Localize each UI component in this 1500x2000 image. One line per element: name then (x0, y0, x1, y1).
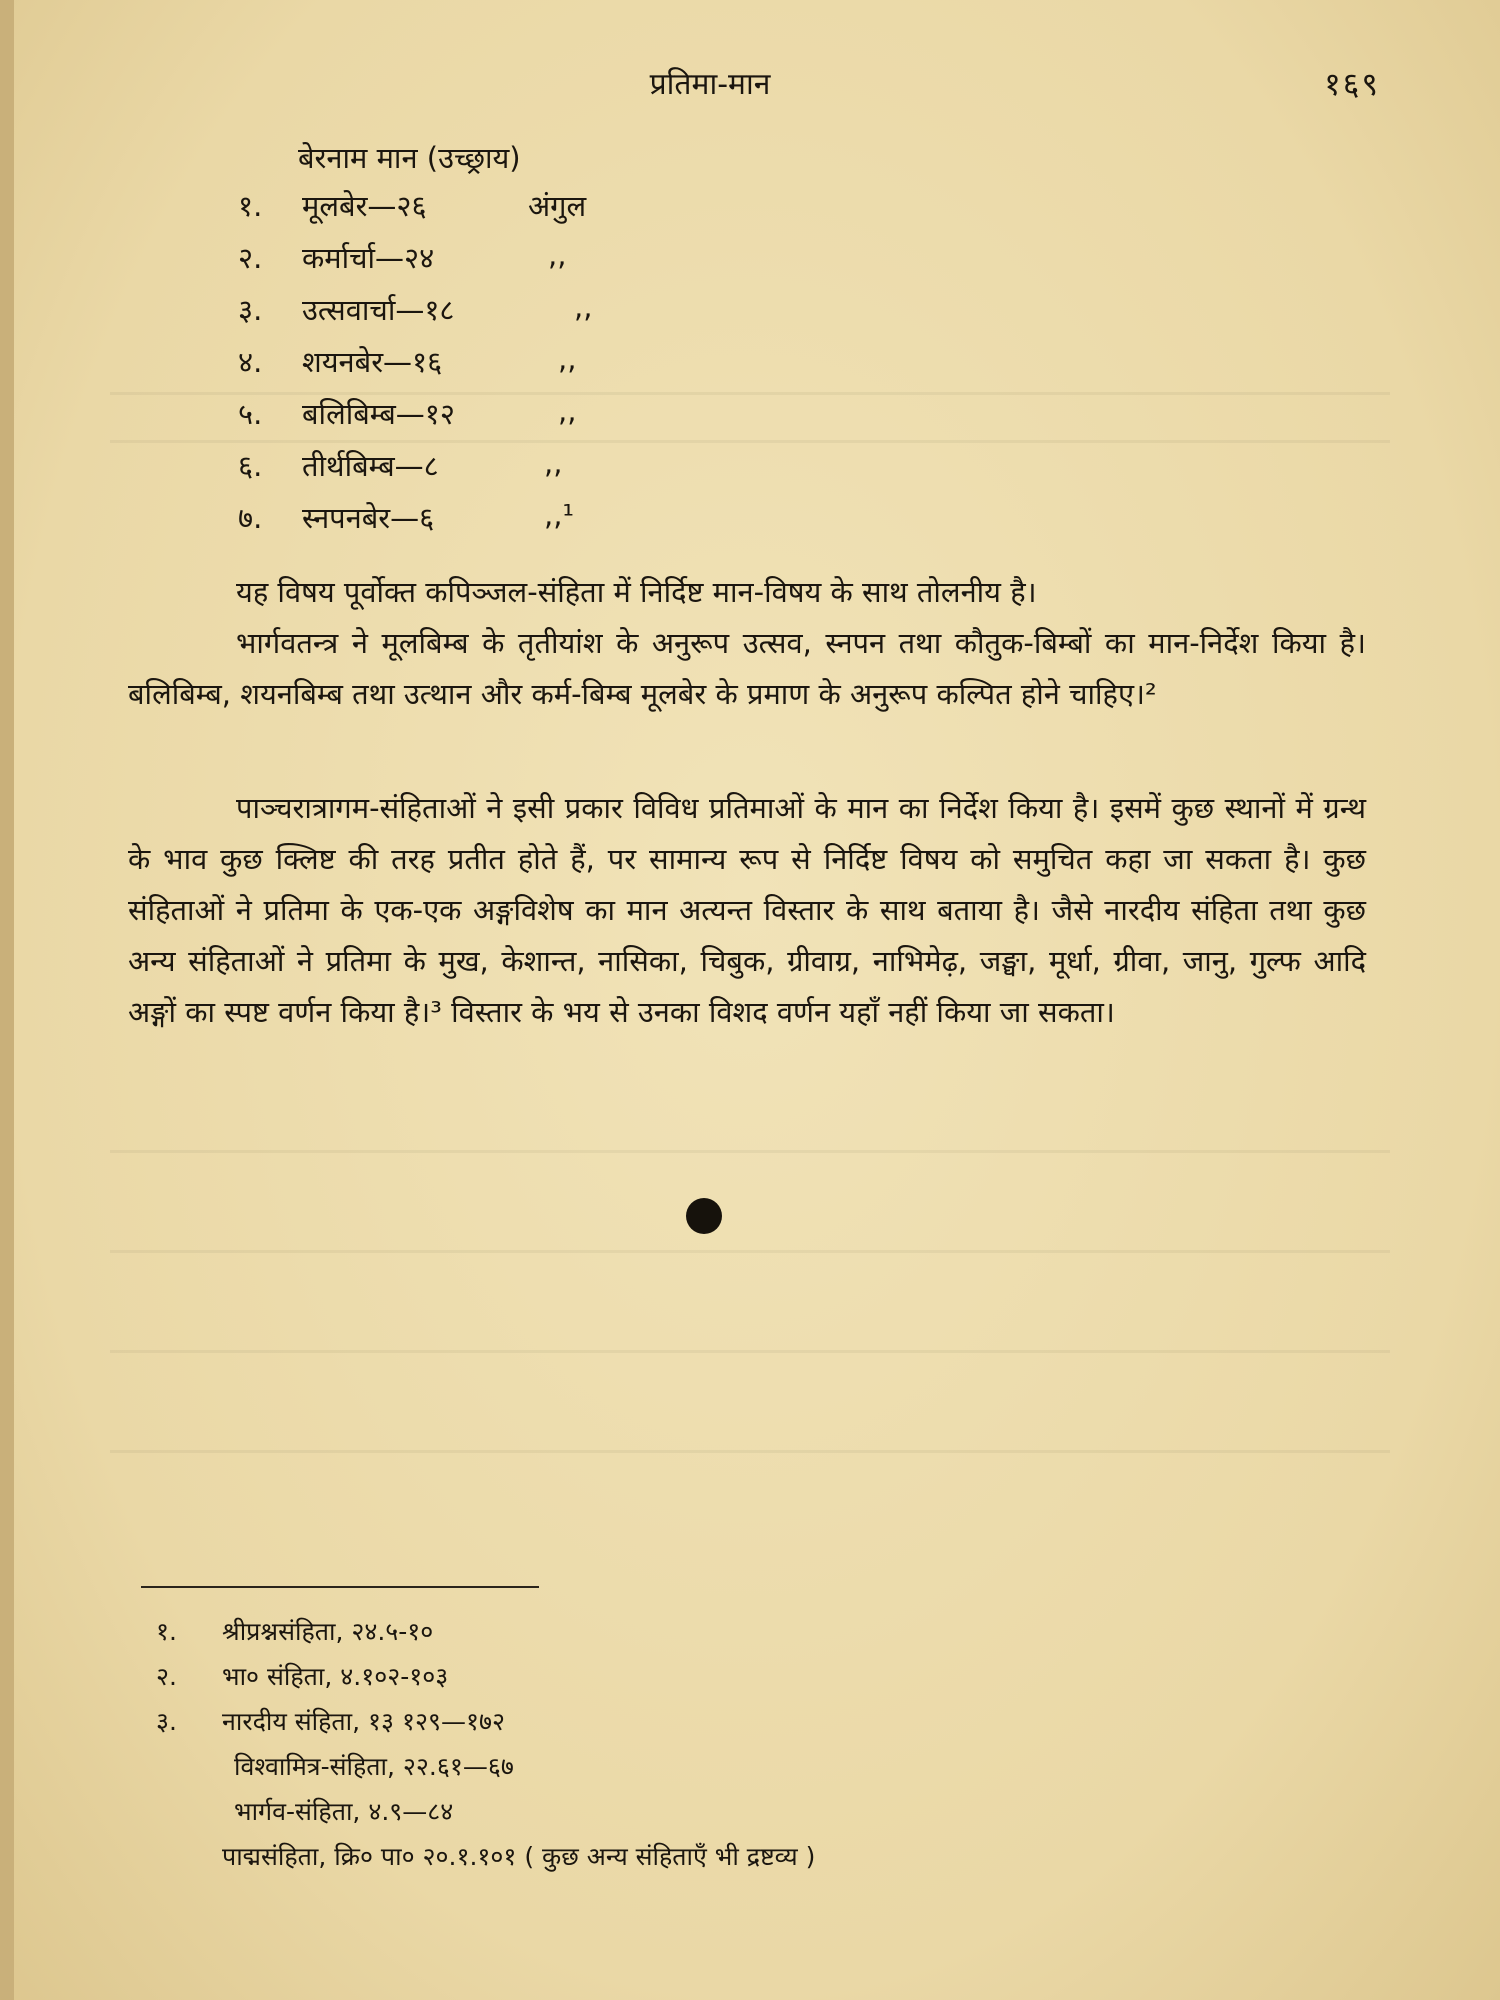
paragraph-text: पाञ्चरात्रागम-संहिताओं ने इसी प्रकार विविध प्रतिमाओं के मान का निर्देश किया है। इसमें कुछ स्थानों में ग्रन्थ के भाव कुछ क्लिष्ट की तरह प्रतीत होते हैं, पर सामान्य रूप से निर्दिष्ट विषय को समुचित कहा जा सकता है। कुछ संहिताओं ने प्रतिमा के एक-एक अङ्गविशेष का मान अत्यन्त विस्तार के साथ बताया है। जैसे नारदीय संहिता तथा कुछ अन्य संहिताओं ने प्रतिमा के मुख, केशान्त, नासिका, चिबुक, ग्रीवाग्र, नाभिमेढ़, जङ्घा, मूर्धा, ग्रीवा, जानु, गुल्फ आदि अङ्गों का स्पष्ट वर्णन किया है।³ विस्तार के भय से उनका विशद वर्णन यहाँ नहीं किया जा सकता। (128, 791, 1366, 1029)
paragraph-text: भार्गवतन्त्र ने मूलबिम्ब के तृतीयांश के अनुरूप उत्सव, स्नपन तथा कौतुक-बिम्बों का मान-निर्देश किया है। बलिबिम्ब, शयनबिम्ब तथा उत्थान और कर्म-बिम्ब मूलबेर के प्रमाण के अनुरूप कल्पित होने चाहिए।² (128, 626, 1366, 711)
paragraph (128, 783, 1366, 1038)
footnote-text: श्रीप्रश्नसंहिता, २४.५-१० (222, 1617, 434, 1646)
row-name: उत्सवार्चा—१८ (302, 293, 455, 327)
footnote-divider (141, 1586, 539, 1588)
footnote-text: नारदीय संहिता, १३ १२९—१७२ (222, 1707, 505, 1736)
measure-row (238, 446, 563, 490)
row-name: बलिबिम्ब—१२ (302, 397, 455, 431)
row-name: स्नपनबेर—६ (302, 501, 435, 535)
paragraph (128, 618, 1366, 720)
paragraph-text: यह विषय पूर्वोक्त कपिञ्जल-संहिता में निर्दिष्ट मान-विषय के साथ तोलनीय है। (236, 575, 1037, 609)
row-number: ४. (238, 345, 263, 379)
row-name: कर्मार्चा—२४ (302, 241, 435, 275)
show-through (110, 1350, 1390, 1353)
row-number: ६. (238, 449, 263, 483)
row-number: ३. (238, 293, 263, 327)
page-number: १६९ (1324, 65, 1380, 103)
row-unit: ,, (548, 238, 567, 272)
row-number: १. (238, 189, 263, 223)
row-unit: ,, (558, 394, 577, 428)
measure-row (238, 290, 593, 334)
footnote-number: ३. (156, 1707, 177, 1736)
ink-blot (686, 1198, 722, 1234)
row-number: ७. (238, 501, 263, 535)
footnote (156, 1614, 433, 1648)
row-unit: ,, (544, 446, 563, 480)
measure-row (238, 186, 587, 230)
footnote (156, 1704, 505, 1738)
page-gutter (0, 0, 14, 2000)
footnote-number: २. (156, 1662, 177, 1691)
measure-row (238, 238, 567, 282)
paragraph (128, 567, 1366, 618)
show-through (110, 1450, 1390, 1453)
row-name: तीर्थबिम्ब—८ (302, 449, 439, 483)
measure-row (238, 342, 577, 386)
row-name: शयनबेर—१६ (302, 345, 443, 379)
show-through (110, 1150, 1390, 1153)
row-unit: ,,¹ (544, 498, 575, 532)
running-header-title: प्रतिमा-मान (649, 67, 771, 102)
footnote-number: १. (156, 1617, 177, 1646)
measure-row (238, 394, 577, 438)
footnote (156, 1659, 448, 1693)
show-through (110, 1250, 1390, 1253)
row-unit: अंगुल (528, 189, 587, 223)
footnote-continuation: विश्वामित्र-संहिता, २२.६१—६७ (234, 1752, 514, 1781)
footnote-continuation: पाद्मसंहिता, क्रि० पा० २०.१.१०१ ( कुछ अन्य संहिताएँ भी द्रष्टव्य ) (222, 1842, 816, 1871)
row-name: मूलबेर—२६ (302, 189, 427, 223)
row-number: २. (238, 241, 263, 275)
measure-row (238, 498, 575, 542)
measure-table-heading: बेरनाम मान (उच्छ्राय) (298, 141, 521, 175)
row-number: ५. (238, 397, 263, 431)
row-unit: ,, (558, 342, 577, 376)
row-unit: ,, (574, 290, 593, 324)
show-through (110, 440, 1390, 443)
footnote-continuation: भार्गव-संहिता, ४.९—८४ (234, 1797, 454, 1826)
footnote-text: भा० संहिता, ४.१०२-१०३ (222, 1662, 449, 1691)
